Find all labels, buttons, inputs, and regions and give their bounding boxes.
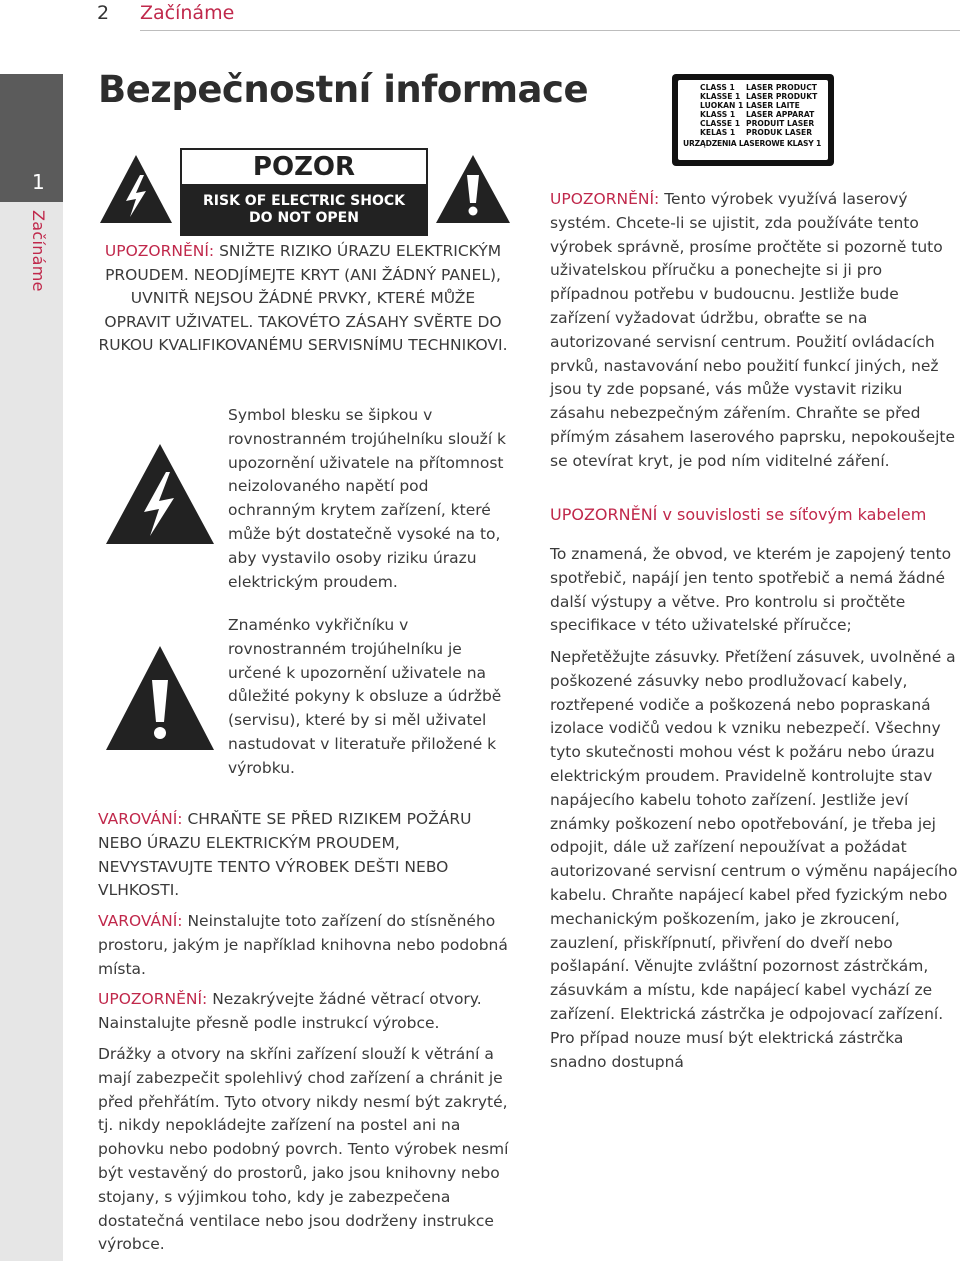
warning-fire-shock [98, 808, 510, 903]
laser-class: CLASSE 1 [700, 119, 741, 129]
chapter-number: 1 [32, 170, 45, 194]
lightning-explanation: Symbol blesku se šipkou v rovnostranném trojúhelníku slouží k upozornění uživatele na přítomnost neizolovaného napětí pod ochranným krytem zařízení, které může být dostatečně vysoké na to, aby vystavilo osoby riziku úrazu elektrickým proudem. [228, 406, 507, 591]
pozor-heading: POZOR [180, 148, 428, 186]
laser-class: KLASSE 1 [700, 92, 741, 102]
pozor-sub-line2: DO NOT OPEN [249, 210, 359, 226]
caution-vents [98, 988, 510, 1036]
power-cord-paragraph-1: To znamená, že obvod, ve kterém je zapojený tento spotřebič, napájí jen tento spotřebič a nemá žádné další výstupy a větve. Pro kontrolu si pročtěte specifikace v této uživatelské příručce; [550, 545, 952, 635]
page-number: 2 [97, 2, 110, 24]
chapter-tab [0, 74, 63, 202]
header-divider [140, 30, 960, 31]
page-title: Bezpečnostní informace [98, 68, 589, 111]
laser-class: KELAS 1 [700, 128, 736, 138]
exclamation-explanation: Znaménko vykřičníku v rovnostranném trojúhelníku je určené k upozornění uživatele na důležité pokyny k obsluze a údržbě (servisu), které by si měl uživatel nastudovat v literatuře přiložené k výrobku. [228, 616, 502, 777]
laser-product: LASER APPARAT [746, 110, 815, 120]
caution-text: Tento výrobek využívá laserový systém. Chcete-li se ujistit, zda používáte tento výrobek správně, prosíme pročtěte si pozorně tuto uživatelskou příručku a ponechejte si ji pro případnou potřebu v budoucnu. Jestliže bude zařízení vyžadovat údržbu, obraťte se na autorizované servisní centrum. Použití ovládacích prvků, nastavování nebo použití funkcí jiných, než jsou ty zde popsané, vás může vystavit riziku zásahu nebezpečným zářením. Chraňte se před přímým zásahem laserového paprsku, nepokoušejte se otevírat kryt, je pod ním viditelné záření. [550, 190, 956, 470]
laser-row [678, 101, 828, 110]
power-cord-heading: UPOZORNĚNÍ v souvislosti se síťovým kabelem [550, 505, 927, 524]
laser-row [678, 83, 828, 92]
exclamation-warning-icon [434, 153, 512, 225]
laser-caution [550, 188, 960, 474]
chapter-label: Začínáme [29, 210, 48, 292]
laser-row [678, 92, 828, 101]
pozor-label [180, 148, 428, 234]
warning-label: VAROVÁNÍ: [98, 912, 183, 930]
caution-text: SNIŽTE RIZIKO ÚRAZU ELEKTRICKÝM PROUDEM. NEODJÍMEJTE KRYT (ANI ŽÁDNÝ PANEL), UVNITŘ NEJSOU ŽÁDNÉ PRVKY, KTERÉ MŮŽE OPRAVIT UŽIVATEL. TAKOVÉTO ZÁSAHY SVĚRTE DO RUKOU KVALIFIKOVANÉMU SERVISNÍMU TECHNIKOVI. [98, 242, 508, 354]
warning-text: Neinstalujte toto zařízení do stísněného prostoru, jakým je například knihovna nebo podobná místa. [98, 912, 508, 978]
warning-label: VAROVÁNÍ: [98, 810, 183, 828]
laser-product: PRODUK LASER [746, 128, 813, 138]
caution-label: UPOZORNĚNÍ: [550, 190, 660, 208]
laser-class-label [672, 74, 834, 166]
power-cord-paragraph-2: Nepřetěžujte zásuvky. Přetížení zásuvek, uvolněné a poškozené zásuvky nebo prodlužovací kabely, roztřepené vodiče a poškozená nebo popraskaná izolace vodičů vedou k vzniku nebezpečí. Všechny tyto skutečnosti mohou vést k požáru nebo úrazu elektrickým proudem. Pravidelně kontrolujte stav napájecího kabelu tohoto zařízení. Jestliže jeví známky poškození nebo opotřebování, je třeba jej odpojit, dále už zařízení nepoužívat a požádat autorizované servisní centrum o výměnu napájecího kabelu. Chraňte napájecí kabel před fyzickým nebo mechanickým poškozením, jako je zkroucení, zauzlení, přiskřípnutí, přivření do dveří nebo pošlapání. Věnujte zvláštní pozornost zástrčkám, zásuvkám a místu, kde napájecí kabel vychází ze zařízení. Elektrická zástrčka je odpojovací zařízení. Pro případ nouze musí být elektrická zástrčka snadno dostupná [550, 648, 958, 1071]
caution-electric-shock [98, 240, 508, 358]
caution-text: Nezakrývejte žádné větrací otvory. Nainstalujte přesně podle instrukcí výrobce. [98, 990, 482, 1032]
laser-product: PRODUIT LASER [746, 119, 815, 129]
laser-row [678, 128, 828, 137]
laser-class: CLASS 1 [700, 83, 735, 92]
warning-text: CHRAŇTE SE PŘED RIZIKEM POŽÁRU NEBO ÚRAZU ELEKTRICKÝM PROUDEM, NEVYSTAVUJTE TENTO VÝROBEK DEŠTI NEBO VLHKOSTI. [98, 810, 472, 900]
laser-row [678, 110, 828, 119]
pozor-sub-line1: RISK OF ELECTRIC SHOCK [203, 193, 405, 209]
ventilation-text: Drážky a otvory na skříni zařízení slouží k větrání a mají zabezpečit spolehlivý chod zařízení a chránit je před přehřátím. Tyto otvory nikdy nesmí být zakryté, tj. nikdy nepokládejte zařízení na postel ani na pohovku nebo podobný povrch. Tento výrobek nesmí být vestavěný do prostorů, jako jsou knihovny nebo stojany, s výjimkou toho, kdy je zabezpečena dostatečná ventilace nebo jsou dodrženy instrukce výrobce. [98, 1045, 509, 1254]
laser-product: LASER PRODUKT [746, 92, 818, 102]
section-title: Začínáme [140, 2, 235, 24]
laser-row [678, 119, 828, 128]
caution-label: UPOZORNĚNÍ: [104, 242, 215, 260]
laser-product: LASER PRODUCT [746, 83, 817, 92]
laser-class: LUOKAN 1 [700, 101, 744, 111]
warning-confined-space [98, 910, 510, 981]
pozor-subtitle [180, 186, 428, 236]
chapter-tab-strip [0, 202, 63, 1261]
laser-product: LASER LAITE [746, 101, 800, 111]
laser-label-inner [678, 80, 828, 160]
laser-last-line: URZĄDZENIA LASEROWE KLASY 1 [683, 138, 822, 148]
lightning-warning-icon [98, 153, 174, 225]
ventilation-paragraph [98, 1043, 510, 1257]
caution-label: UPOZORNĚNÍ: [98, 990, 208, 1008]
exclamation-triangle-icon [104, 644, 216, 752]
lightning-triangle-icon [104, 442, 216, 546]
laser-class: KLASS 1 [700, 110, 736, 120]
